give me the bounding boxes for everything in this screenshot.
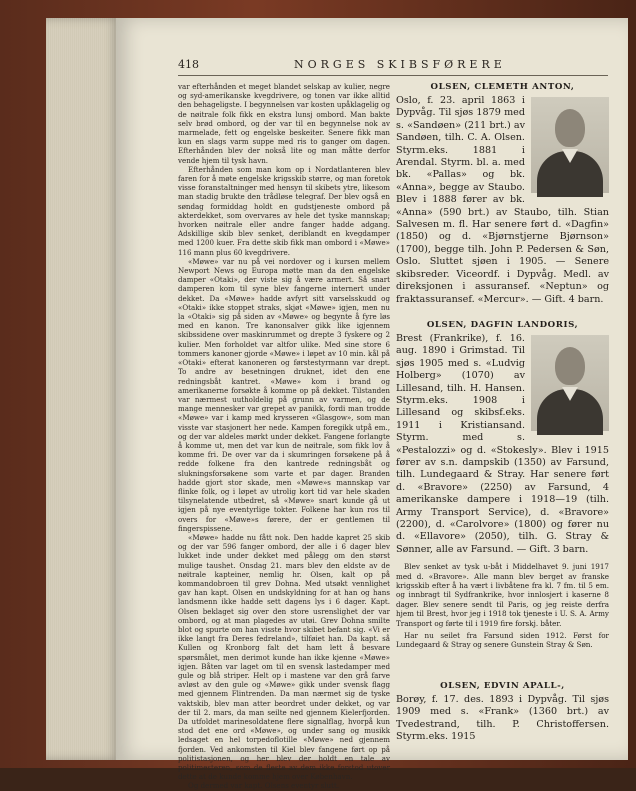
page-stack-edge (46, 18, 120, 760)
entry-olsen-dagfin (396, 320, 609, 650)
book-page (116, 18, 628, 791)
entry-heading: OLSEN, CLEMETH ANTON, (430, 82, 575, 92)
portrait-photo (531, 335, 609, 431)
paragraph: «Møwe» var nu på vei nordover og i kursen mellem Newport News og Europa møtte man da den engelske damper «Otaki», der viste sig å være armert. Så snart damperen kom til syne blev fangerne internert under dekket. Da «Møwe» hadde avfyrt sitt varselsskudd og «Otaki» ikke stoppet straks, skjøt «Møwe» igjen, men nu la «Otaki» sig på siden av «Møwe» og begynte å fyre løs med en kanon. Tre kanonsalver gikk like igjennem skibssidene over maskinrummet og drepte 3 fyskere og 2 kulier. Men forholdet var altfor ulike. Med sine store 6 tommers kanoner gjorde «Møwe» i løpet av 10 min. kål på «Otaki» efterat kanoneren og førstestyrmann var drept. To andre av besetningen druknet, idet den ene redningsbåt kantret. «Møwe» kom i brand og amerikanerne forsøkte å komme op på dekket. Tilstanden var nærmest uutholdelig på grunn av varmen, og de mange mennesker var grepet av panikk, fordi man trodde «Møwe» var i kamp med krysseren «Glasgow», som man visste var stasjonert her nede. Kampen foregikk utpå em., og der var aldeles mørkt under dekket. Fangene forlangte å komme ut, men det var kun de nøitrale, som fikk lov å komme fri. De over var da i skumringen forsøkene på å redde folkene fra den kantrede redningsbåt og slukningsforsøkene som varte et par dager. Branden hadde gjort stor skade, men «Møwe»s mannskap var flinke folk, og i løpet av utrolig kort tid var hele skaden tilsynelatende utbedret, så «Møwe» snart kunde gå ut igjen på nye eventyrlige tokter. Folkene har kun ros til overs for «Møwe»s førere, der er gentlemen til fingerspissene. (178, 256, 390, 533)
entry-text: Oslo, f. 23. april 1863 i Dypvåg. Til sjøs 1879 med s. «Sandøen» (211 brt.) av Sandøen, tilh. C. A. Olsen. Styrm.eks. 1881 i Arendal. Styrm. bl. a. med bk. «Pallas» og bk. «Anna», begge av Staubo. Blev i 1888 fører av bk. «Anna» (590 brt.) av Staubo, tilh. Stian Salvesen m. fl. Har senere ført d. «Dagfin» (1850) og d. «Bjørnstjerne Bjørnson» (1700), begge tilh. John P. Pedersen & Søn, Oslo. Sluttet sjøen i 1905. — Senere skibsreder. Viceordf. i Dypvåg. Medl. av direksjonen i assuransef. «Neptun» og fraktassuransef. «Mercur». — Gift. 4 barn. (396, 95, 609, 305)
biography-column (396, 82, 609, 743)
note-paragraph: Har nu seilet fra Farsund siden 1912. Først for Lundegaard & Stray og senere Gunstein Stray & Søn. (396, 631, 609, 650)
entry-olsen-edvin (396, 681, 609, 744)
entry-heading: OLSEN, EDVIN APALL-, (440, 680, 565, 691)
entry-text: Borøy, f. 17. des. 1893 i Dypvåg. Til sjøs 1909 med s. «Frank» (1360 brt.) av Tvedestrand, tilh. P. Christoffersen. Styrm.eks. 1915 (396, 693, 609, 743)
portrait-photo (531, 97, 609, 193)
paragraph: «Møwe» hadde nu fått nok. Den hadde kapret 25 skib og der var 596 fanger ombord, der alle i 6 dager blev lukket inde under dekket med pålegg om den størst mulige taushet. Onsdag 21. mars blev den eldste av de nøitrale kapteiner, nemlig hr. Olsen, kalt op på kommandobroen til grev Dohna. Med utsøkt vennlighet gav han kapt. Olsen en undskyldning for at han og hans landsmenn ikke hadde sett dagens lys i 6 dager. Kapt. Olsen beklaget sig over den store usrenslighet der var ombord, og at man plagedes av utøi. Grev Dohna smilte blot og spurte om han visste hvor skibet befant sig. «Vi er ikke langt fra Deres fedreland», tilføiet han. Da kapt. så Kullen og Kronborg falt det ham lett å besvare spørsmålet, men derimot kunde han ikke kjenne «Møwe» igjen. Båten var laget om til en svensk lastedamper med gule og blå striper. Helt op i mastene var den grå farve avløst av den gule og «Møwe» gikk under svensk flagg med gjennem Flintrenden. Da man nærmet sig de tyske vaktskib, blev man atter beordret under dekket, og var der til 2. mars, da man seilte ned gjennem Kielerfjorden. Da utfoldet marinesoldatene flere signalflag, hvorpå kun stod det ene ord «Møwe», og under sang og musikk ledsaget en hel torpedoflotille «Møwe» ned gjennem fjorden. Ved ankomsten til Kiel blev fangene ført op på politistasjonen, og her blev der holdt en tale av politimesteren, som de fleste av dem ikke forstod utover dette at de kunde komme hjem over København. (178, 532, 390, 782)
narrative-column (178, 82, 390, 791)
running-title: NORGES SKIBSFØRERE (294, 58, 506, 71)
paragraph: Efterhånden som man kom op i Nordatlanteren blev faren for å møte engelske krigsskib større, og man foretok visse foranstaltninger med hensyn til skibets ytre, likesom man stadig brukte den trådløse telegraf. Der blev også en søndag formiddag holdt en gudstjeneste ombord på akterdekket, som overvares av hele det tyske mannskap; hvorken nøitrale eller andre fanger hadde adgang. Adskillige skib blev senket, deriblandt en kvegdamper med 1200 kuer. Fra dette skib fikk man ombord i «Møwe» 116 mann plus 60 kvegdrivere. (178, 164, 390, 257)
paragraph: var efterhånden et meget blandet selskap av kulier, negre og syd-amerikanske kvegdrivere, og tonen var ikke alltid den behageligste. I begynnelsen var kosten upåklagelig og de nøitrale folk fikk en ekstra lunsj ombord. Man bakte selv brød ombord, og der var til en begynnelse nok av marmelade, fett og engelske beskeiter. Senere fikk man kun en slags varm suppe med ris to ganger om dagen. Efterhånden blev der nokså lite og man måtte derfor vende hjem til tysk havn. (178, 82, 390, 165)
page-number: 418 (178, 58, 199, 71)
note-paragraph: Blev senket av tysk u-båt i Middelhavet 9. juni 1917 med d. «Bravore». Alle mann blev berget av franske krigsskib efter å ha vært i livbåtene fra kl. 7 fm. til 5 em. og innbragt til Sydfrankrike, hvor innlosjert i kaserne 8 dager. Blev senere sendt til Paris, og jeg reiste derfra hjem til Brest, hvor jeg i 1918 tok tjeneste i U. S. A. Army Transport og førte til i 1919 fire forskj. båter. (396, 562, 609, 628)
entry-text: Brest (Frankrike), f. 16. aug. 1890 i Grimstad. Til sjøs 1905 med s. «Ludvig Holberg» (1070) av Lillesand, tilh. H. Hansen. Styrm.eks. 1908 i Lillesand og skibsf.eks. 1911 i Kristiansand. Styrm. med s. «Pestalozzi» og d. «Stokesly». Blev i 1915 fører av s.n. dampskib (1350) av Farsund, tilh. Lundegaard & Stray. Har senere ført d. «Bravore» (2250) av Farsund, 4 amerikanske dampere i 1918—19 (tilh. Army Transport Service), d. «Bravore» (2200), d. «Carolvore» (1800) og fører nu d. «Ellavore» (2050), tilh. G. Stray & Sønner, alle av Farsund. — Gift. 3 barn. (396, 332, 609, 555)
entry-heading: OLSEN, DAGFIN LANDORIS, (426, 319, 579, 330)
entry-notes (396, 562, 609, 650)
paragraph: Og dermed var kapt. Olsens eventyr slutt. (188, 781, 340, 791)
header-rule (178, 75, 608, 76)
entry-olsen-cleameth (396, 82, 609, 306)
